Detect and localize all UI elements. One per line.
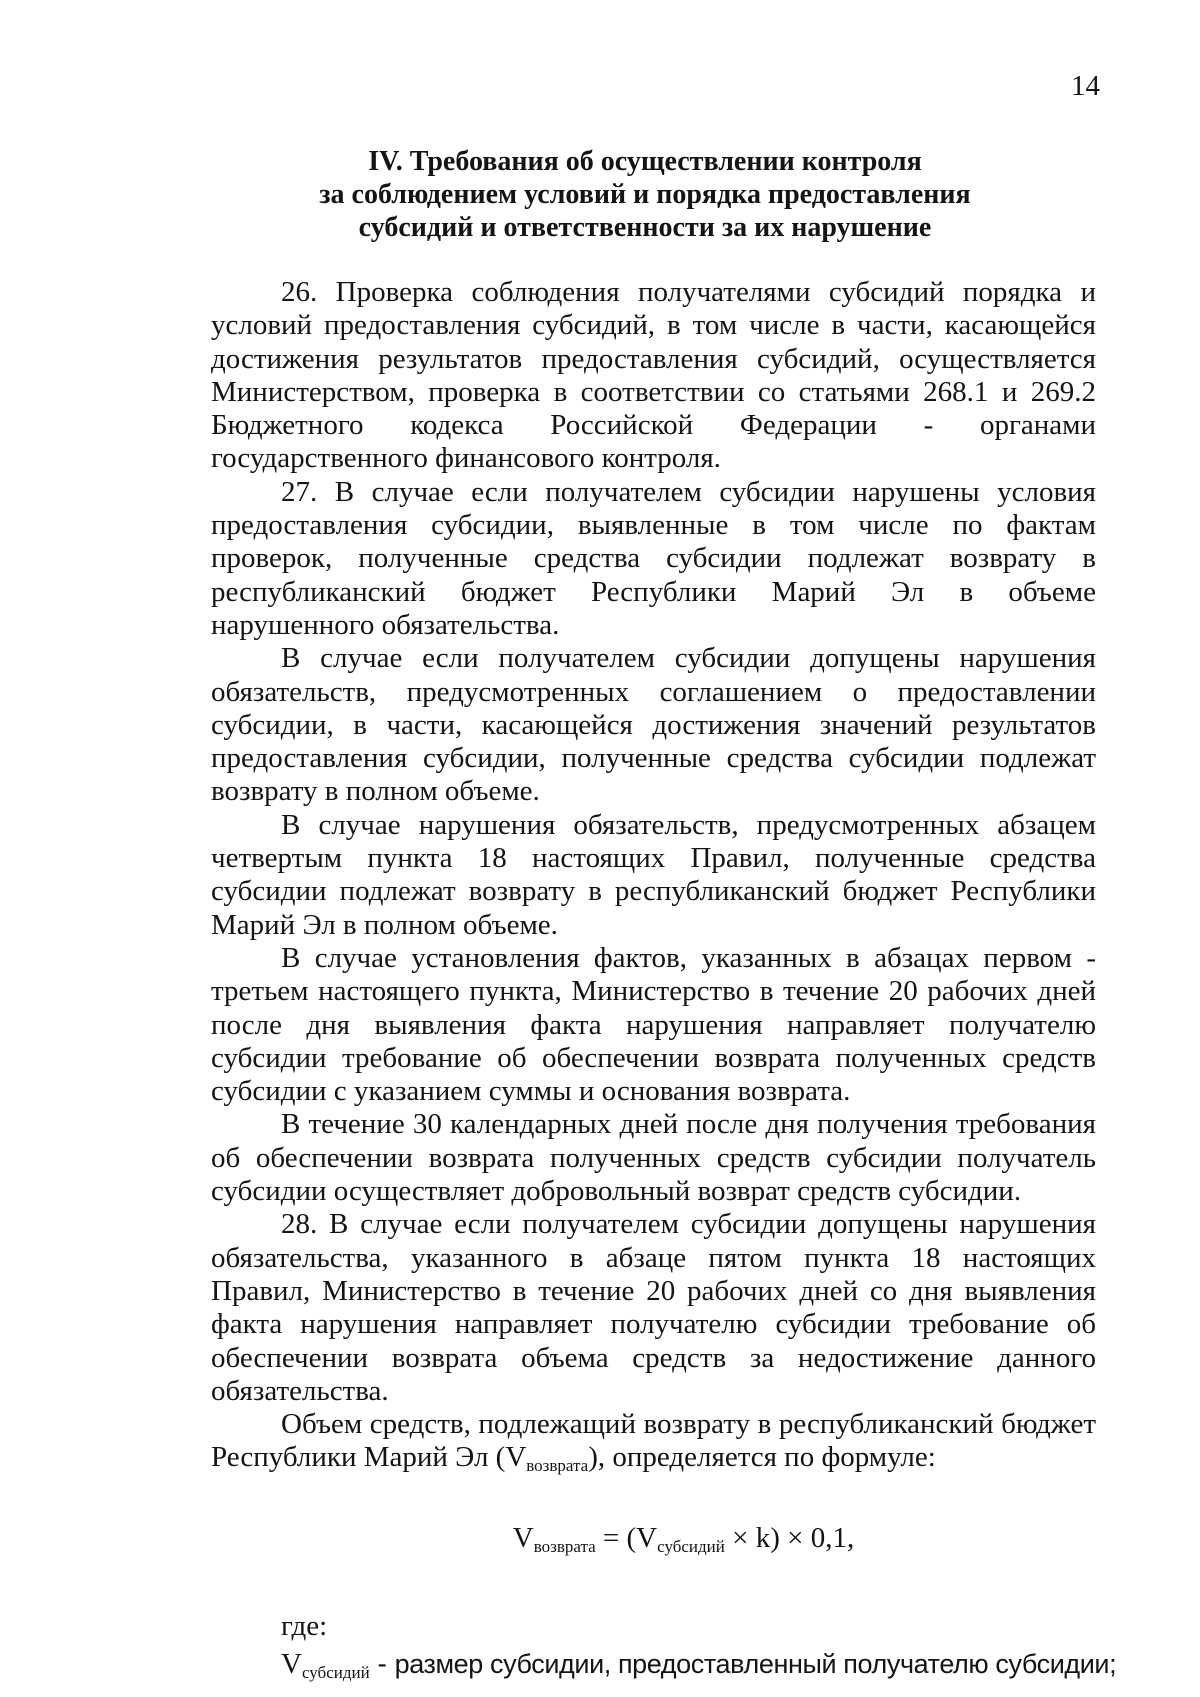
section-title-line-2: за соблюдением условий и порядка предоставления — [319, 179, 971, 210]
definition-symbol: V — [281, 1648, 302, 1681]
formula-tail: × k) × 0,1, — [724, 1521, 855, 1554]
where-label: где: — [281, 1609, 328, 1642]
paragraph-27-requirement: В случае установления фактов, указанных в абзацах первом - третьем настоящего пункта, Министерство в течение 20 рабочих дней после дня выявления факта нарушения направляет получателю субсидии требование об обеспечении возврата полученных средств субсидии с указанием суммы и основания возврата. — [211, 941, 1096, 1108]
paragraph-27-clause-18: В случае нарушения обязательств, предусмотренных абзацем четвертым пункта 18 настоящих Правил, полученные средства субсидии подлежат возврату в республиканский бюджет Республики Марий Эл в полном объеме. — [211, 808, 1096, 941]
section-title-line-3: субсидий и ответственности за их нарушение — [358, 212, 932, 243]
volume-text-after: ), определяется по формуле: — [588, 1441, 936, 1474]
definition-dash: - — [369, 1648, 395, 1680]
formula-v2-subscript: субсидий — [657, 1536, 725, 1556]
definition-v-subsidies — [211, 1647, 1117, 1684]
return-volume-formula — [211, 1522, 1096, 1558]
paragraph-27-voluntary-return: В течение 30 календарных дней после дня получения требования об обеспечении возврата полученных средств субсидии получатель субсидии осуществляет добровольный возврат средств субсидии. — [211, 1108, 1096, 1208]
paragraph-volume — [211, 1408, 1096, 1478]
formula-middle: = (V — [595, 1521, 658, 1554]
document-body — [211, 276, 1117, 1685]
formula-v1-subscript: возврата — [533, 1536, 596, 1556]
paragraph-27: 27. В случае если получателем субсидии нарушены условия предоставления субсидии, выявленные в том числе по фактам проверок, полученные средства субсидии подлежат возврату в республиканский бюджет Республики Марий Эл в объеме нарушенного обязательства. — [211, 475, 1096, 641]
page-number: 14 — [1071, 70, 1100, 102]
paragraph-28: 28. В случае если получателем субсидии допущены нарушения обязательства, указанного в абзаце пятом пункта 18 настоящих Правил, Министерство в течение 20 рабочих дней со дня выявления факта нарушения направляет получателю субсидии требование об обеспечении возврата объема средств за недостижение данного обязательства. — [211, 1208, 1096, 1407]
paragraph-27-obligations: В случае если получателем субсидии допущены нарушения обязательств, предусмотренных соглашением о предоставлении субсидии, в части, касающейся достижения значений результатов предоставления субсидии, полученные средства субсидии подлежат возврату в полном объеме. — [211, 642, 1096, 808]
formula-v1: V — [512, 1521, 534, 1554]
definition-symbol-subscript: субсидий — [301, 1663, 370, 1683]
paragraph-26: 26. Проверка соблюдения получателями субсидий порядка и условий предоставления субсидий, в том числе в части, касающейся достижения результатов предоставления субсидий, осуществляется Министерством, проверка в соответствии со статьями 268.1 и 269.2 Бюджетного кодекса Российской Федерации - органами государственного финансового контроля. — [211, 276, 1096, 475]
volume-subscript: возврата — [526, 1456, 589, 1476]
volume-text-before: Объем средств, подлежащий возврату в республиканский бюджет Республики Марий Эл (V — [211, 1408, 1096, 1474]
section-title — [210, 145, 1080, 244]
definition-text: размер субсидии, предоставленный получателю субсидии; — [394, 1649, 1117, 1680]
section-title-line-1: IV. Требования об осуществлении контроля — [368, 146, 922, 177]
